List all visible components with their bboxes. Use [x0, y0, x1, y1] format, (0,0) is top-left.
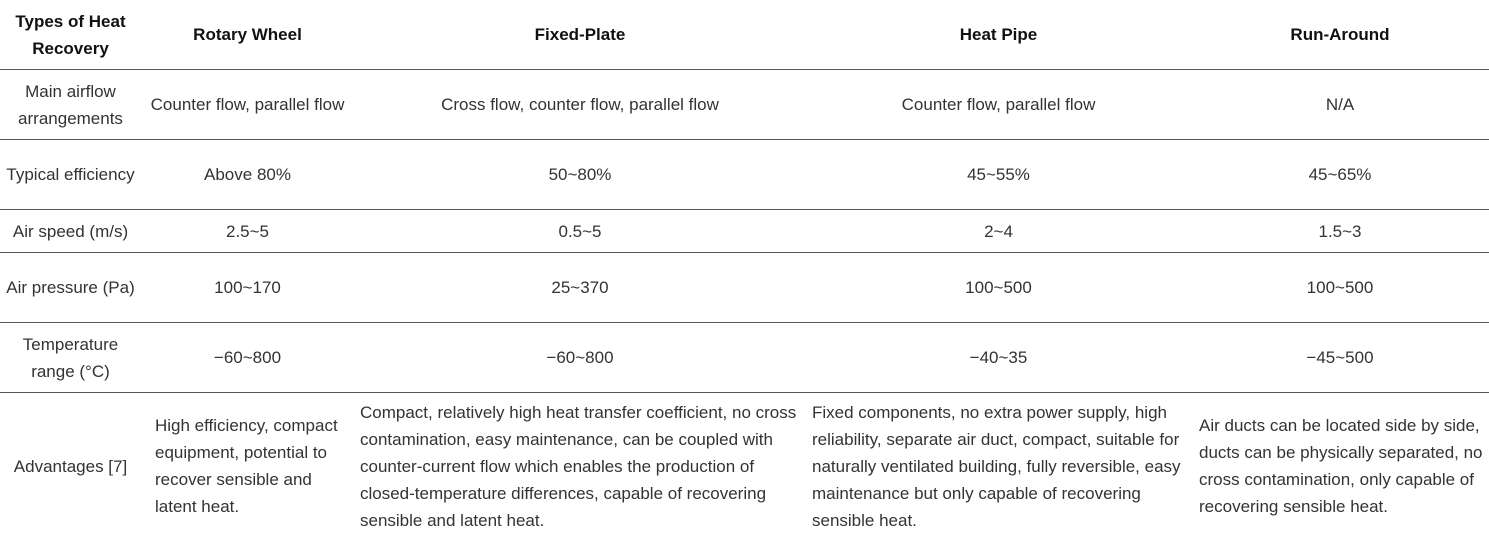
cell-run-around: 1.5~3 — [1191, 210, 1489, 253]
cell-fixed-plate: 0.5~5 — [354, 210, 806, 253]
cell-fixed-plate: 25~370 — [354, 253, 806, 323]
table-row — [0, 323, 1489, 393]
cell-heat-pipe: −40~35 — [806, 323, 1191, 393]
cell-run-around: N/A — [1191, 70, 1489, 140]
row-label: Typical efficiency — [0, 140, 141, 210]
cell-rotary-wheel: 100~170 — [141, 253, 354, 323]
cell-heat-pipe: Fixed components, no extra power supply, high reliability, separate air duct, compact, suitable for naturally ventilated building, fully reversible, easy maintenance but only capable of recovering sensible heat. — [812, 402, 1181, 530]
table-row — [0, 140, 1489, 210]
cell-fixed-plate: 50~80% — [354, 140, 806, 210]
row-label: Temperature range (°C) — [0, 323, 141, 393]
table-row — [0, 393, 1489, 540]
cell-heat-pipe: 45~55% — [806, 140, 1191, 210]
cell-heat-pipe: 2~4 — [806, 210, 1191, 253]
cell-heat-pipe: Counter flow, parallel flow — [806, 70, 1191, 140]
cell-rotary-wheel: Counter flow, parallel flow — [141, 70, 354, 140]
cell-fixed-plate: Cross flow, counter flow, parallel flow — [354, 70, 806, 140]
cell-rotary-wheel: High efficiency, compact equipment, potential to recover sensible and latent heat. — [155, 416, 338, 516]
cell-run-around: 100~500 — [1191, 253, 1489, 323]
cell-run-around: 45~65% — [1191, 140, 1489, 210]
table-row — [0, 253, 1489, 323]
header-types: Types of Heat Recovery — [0, 0, 141, 70]
row-label: Main airflow arrangements — [0, 70, 141, 140]
cell-run-around: −45~500 — [1191, 323, 1489, 393]
row-label: Air pressure (Pa) — [0, 253, 141, 323]
table-header-row — [0, 0, 1489, 70]
header-rotary-wheel: Rotary Wheel — [141, 0, 354, 70]
row-label: Advantages [7] — [13, 456, 128, 476]
table-row — [0, 70, 1489, 140]
cell-fixed-plate: −60~800 — [354, 323, 806, 393]
header-heat-pipe: Heat Pipe — [806, 0, 1191, 70]
cell-rotary-wheel: 2.5~5 — [141, 210, 354, 253]
row-label: Air speed (m/s) — [0, 210, 141, 253]
cell-heat-pipe: 100~500 — [806, 253, 1191, 323]
cell-fixed-plate: Compact, relatively high heat transfer coefficient, no cross contamination, easy maintenance, can be coupled with counter-current flow which enables the production of closed-temperature differences, capable of recovering sensible and latent heat. — [360, 402, 797, 530]
header-run-around: Run-Around — [1191, 0, 1489, 70]
cell-run-around: Air ducts can be located side by side, ducts can be physically separated, no cross contamination, only capable of recovering sensible heat. — [1199, 416, 1483, 516]
header-fixed-plate: Fixed-Plate — [354, 0, 806, 70]
cell-rotary-wheel: Above 80% — [141, 140, 354, 210]
cell-rotary-wheel: −60~800 — [141, 323, 354, 393]
table-row — [0, 210, 1489, 253]
